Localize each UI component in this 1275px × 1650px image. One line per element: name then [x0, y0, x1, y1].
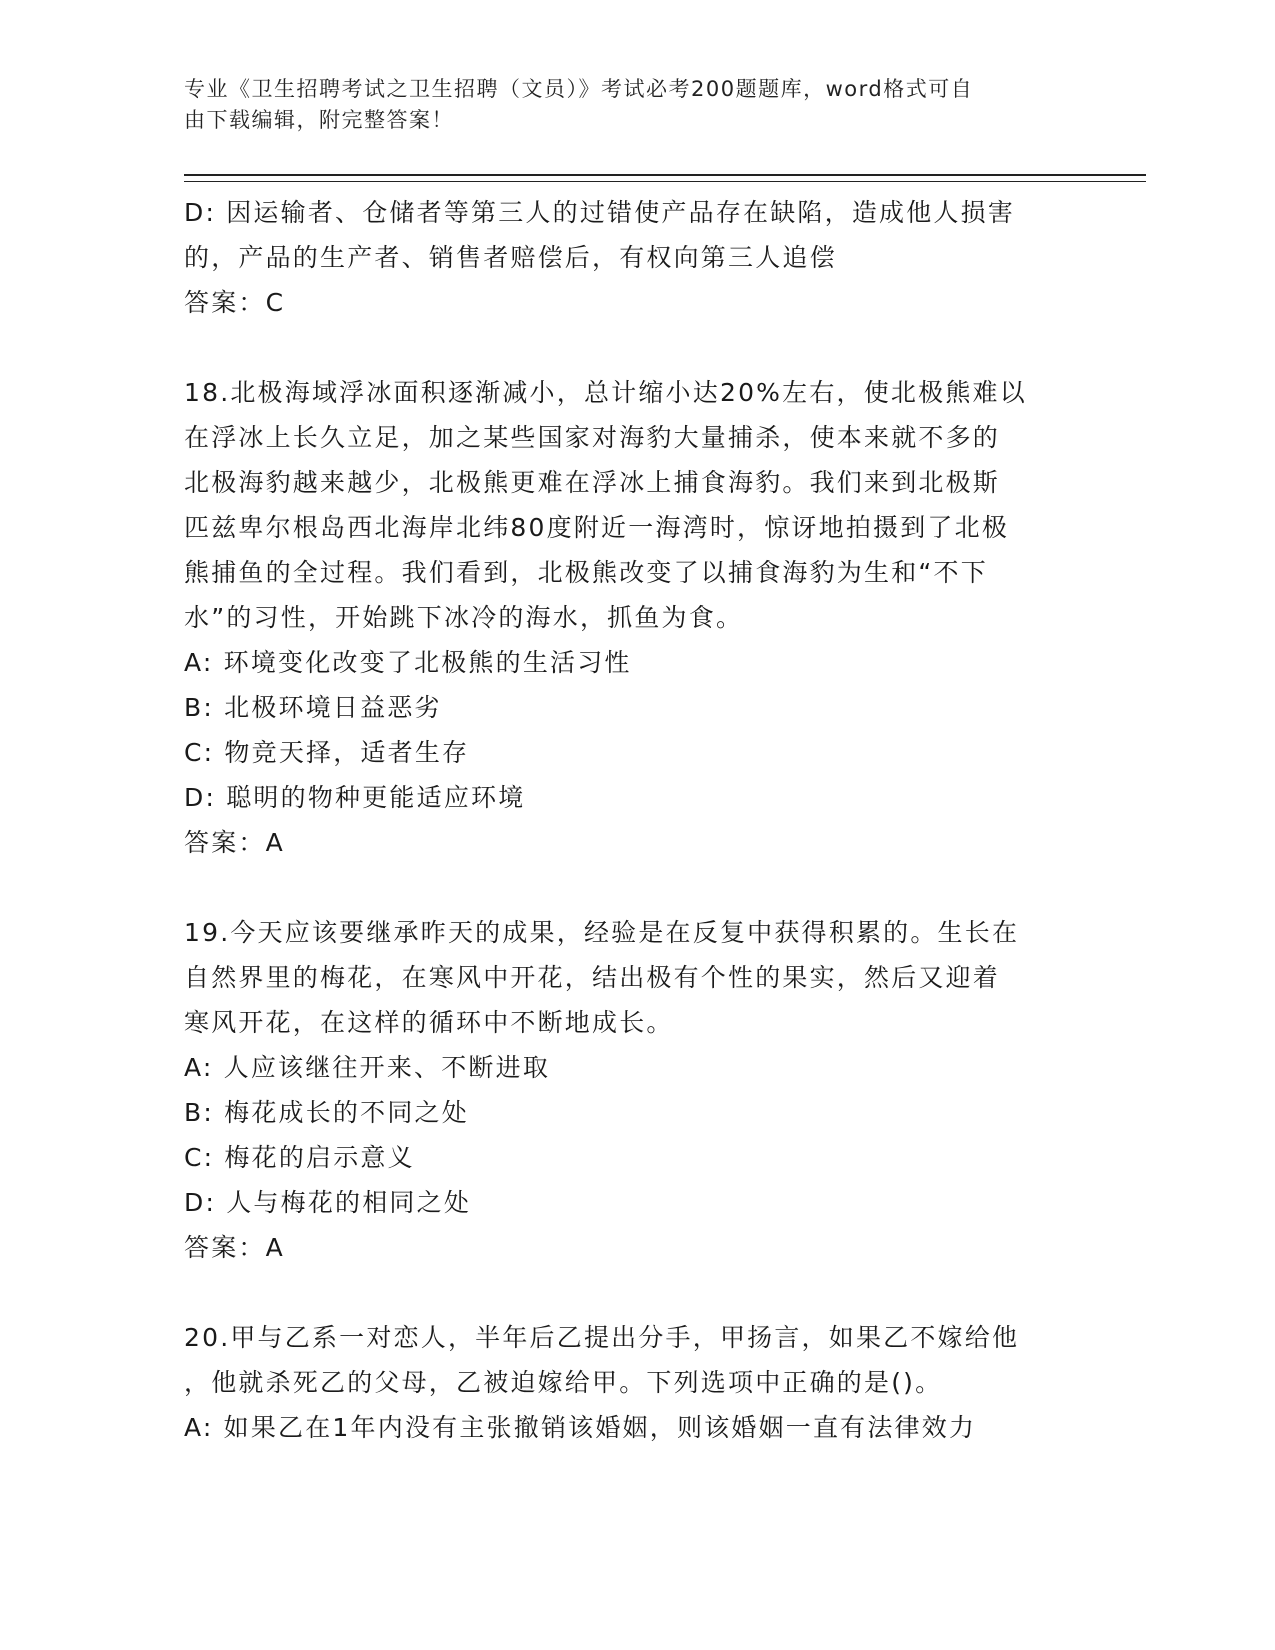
- q18-option-c: C: 物竞天择，适者生存: [184, 738, 470, 767]
- q18-answer: 答案：A: [184, 828, 285, 857]
- q18-stem-line: 匹兹卑尔根岛西北海岸北纬80度附近一海湾时，惊讶地拍摄到了北极: [184, 513, 1010, 542]
- q19-stem-line: 自然界里的梅花，在寒风中开花，结出极有个性的果实，然后又迎着: [184, 963, 1001, 992]
- q19-stem-line: 19.今天应该要继承昨天的成果，经验是在反复中获得积累的。生长在: [184, 918, 1020, 947]
- q20-stem-line: ，他就杀死乙的父母，乙被迫嫁给甲。下列选项中正确的是()。: [184, 1368, 943, 1397]
- question-20: [184, 1315, 1074, 1450]
- spacer: [184, 325, 1074, 370]
- question-content: [184, 190, 1074, 1450]
- q19-option-a: A: 人应该继往开来、不断进取: [184, 1053, 551, 1082]
- q18-option-d: D: 聪明的物种更能适应环境: [184, 783, 526, 812]
- q19-answer: 答案：A: [184, 1233, 285, 1262]
- header-line-2: 由下载编辑，附完整答案！: [184, 108, 454, 132]
- q18-stem-line: 北极海豹越来越少，北极熊更难在浮冰上捕食海豹。我们来到北极斯: [184, 468, 1001, 497]
- q18-stem-line: 18.北极海域浮冰面积逐渐减小，总计缩小达20%左右，使北极熊难以: [184, 378, 1027, 407]
- header-divider-thin: [184, 181, 1146, 182]
- q18-stem-line: 熊捕鱼的全过程。我们看到，北极熊改变了以捕食海豹为生和“不下: [184, 558, 988, 587]
- q18-option-b: B: 北极环境日益恶劣: [184, 693, 442, 722]
- q17-answer: 答案：C: [184, 288, 286, 317]
- q18-stem-line: 水”的习性，开始跳下冰冷的海水，抓鱼为食。: [184, 603, 744, 632]
- q18-stem-line: 在浮冰上长久立足，加之某些国家对海豹大量捕杀，使本来就不多的: [184, 423, 1001, 452]
- header-divider-thick: [184, 174, 1146, 176]
- spacer: [184, 865, 1074, 910]
- document-header: [184, 74, 1064, 136]
- q20-option-a: A: 如果乙在1年内没有主张撤销该婚姻，则该婚姻一直有法律效力: [184, 1413, 977, 1442]
- q19-stem-line: 寒风开花，在这样的循环中不断地成长。: [184, 1008, 674, 1037]
- question-17-tail: [184, 190, 1074, 325]
- question-18: [184, 370, 1074, 865]
- q19-option-d: D: 人与梅花的相同之处: [184, 1188, 472, 1217]
- question-19: [184, 910, 1074, 1270]
- spacer: [184, 1270, 1074, 1315]
- q17-option-d-line-2: 的，产品的生产者、销售者赔偿后，有权向第三人追偿: [184, 243, 837, 272]
- q17-option-d-line-1: D: 因运输者、仓储者等第三人的过错使产品存在缺陷，造成他人损害: [184, 198, 1016, 227]
- q18-option-a: A: 环境变化改变了北极熊的生活习性: [184, 648, 632, 677]
- header-line-1: 专业《卫生招聘考试之卫生招聘（文员）》考试必考200题题库，word格式可自: [184, 77, 974, 101]
- q20-stem-line: 20.甲与乙系一对恋人，半年后乙提出分手，甲扬言，如果乙不嫁给他: [184, 1323, 1020, 1352]
- q19-option-b: B: 梅花成长的不同之处: [184, 1098, 469, 1127]
- q19-option-c: C: 梅花的启示意义: [184, 1143, 415, 1172]
